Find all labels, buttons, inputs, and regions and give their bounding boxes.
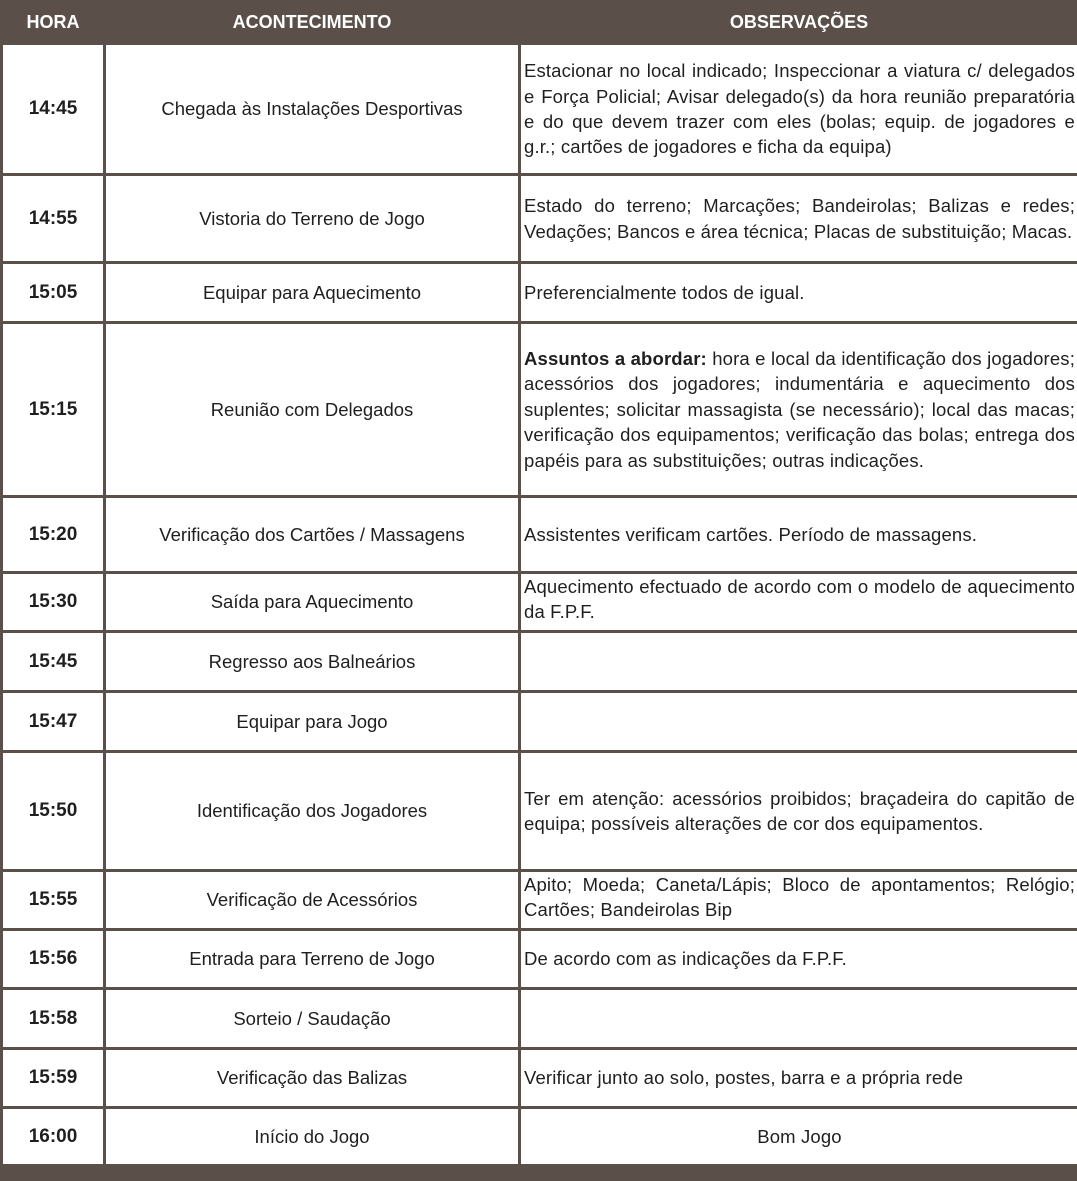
table-row <box>3 931 1077 987</box>
row-observacoes <box>521 324 1077 495</box>
header-observacoes: OBSERVAÇÕES <box>521 3 1077 42</box>
observacoes-text: hora e local da identificação dos jogadores; acessórios dos jogadores; indumentária e aquecimento dos suplentes; solicitar massagista (se necessário); local das macas; verificação dos equipamentos; verificação das bolas; entrega dos papéis para as substituições; outras indicações. <box>524 347 1075 471</box>
row-acontecimento: Identificação dos Jogadores <box>106 753 518 869</box>
table-row <box>3 574 1077 630</box>
row-acontecimento: Verificação dos Cartões / Massagens <box>106 498 518 571</box>
row-acontecimento: Reunião com Delegados <box>106 324 518 495</box>
table-row <box>3 264 1077 321</box>
row-observacoes: Aquecimento efectuado de acordo com o modelo de aquecimento da F.P.F. <box>521 574 1077 630</box>
row-acontecimento: Equipar para Jogo <box>106 693 518 750</box>
row-hora: 15:15 <box>3 324 103 495</box>
table-row <box>3 176 1077 261</box>
row-acontecimento: Verificação de Acessórios <box>106 872 518 928</box>
row-observacoes <box>521 633 1077 690</box>
row-hora: 15:30 <box>3 574 103 630</box>
row-hora: 15:50 <box>3 753 103 869</box>
row-acontecimento: Saída para Aquecimento <box>106 574 518 630</box>
row-observacoes: Ter em atenção: acessórios proibidos; braçadeira do capitão de equipa; possíveis alterações de cor dos equipamentos. <box>521 753 1077 869</box>
row-acontecimento: Vistoria do Terreno de Jogo <box>106 176 518 261</box>
row-hora: 15:58 <box>3 990 103 1047</box>
row-hora: 15:20 <box>3 498 103 571</box>
row-observacoes <box>521 693 1077 750</box>
table-row <box>3 872 1077 928</box>
row-observacoes: Estacionar no local indicado; Inspeccionar a viatura c/ delegados e Força Policial; Avisar delegado(s) da hora reunião preparatória e do que devem trazer com eles (bolas; equip. de jogadores e g.r.; cartões de jogadores e ficha da equipa) <box>521 45 1077 173</box>
table-row <box>3 990 1077 1047</box>
row-hora: 14:55 <box>3 176 103 261</box>
row-hora: 15:55 <box>3 872 103 928</box>
row-observacoes: Apito; Moeda; Caneta/Lápis; Bloco de apontamentos; Relógio; Cartões; Bandeirolas Bip <box>521 872 1077 928</box>
header-row <box>3 3 1077 42</box>
table-row <box>3 498 1077 571</box>
row-observacoes: Bom Jogo <box>521 1109 1077 1164</box>
table-row <box>3 693 1077 750</box>
row-acontecimento: Início do Jogo <box>106 1109 518 1164</box>
row-acontecimento: Regresso aos Balneários <box>106 633 518 690</box>
header-hora: HORA <box>3 3 103 42</box>
row-observacoes: Verificar junto ao solo, postes, barra e a própria rede <box>521 1050 1077 1106</box>
row-hora: 15:45 <box>3 633 103 690</box>
row-observacoes: Assistentes verificam cartões. Período de massagens. <box>521 498 1077 571</box>
row-observacoes: De acordo com as indicações da F.P.F. <box>521 931 1077 987</box>
table-row <box>3 753 1077 869</box>
row-acontecimento: Sorteio / Saudação <box>106 990 518 1047</box>
row-hora: 15:59 <box>3 1050 103 1106</box>
row-observacoes: Preferencialmente todos de igual. <box>521 264 1077 321</box>
row-hora: 16:00 <box>3 1109 103 1164</box>
row-acontecimento: Entrada para Terreno de Jogo <box>106 931 518 987</box>
row-hora: 15:47 <box>3 693 103 750</box>
row-hora: 14:45 <box>3 45 103 173</box>
row-acontecimento: Equipar para Aquecimento <box>106 264 518 321</box>
row-hora: 15:05 <box>3 264 103 321</box>
table-row <box>3 45 1077 173</box>
row-hora: 15:56 <box>3 931 103 987</box>
row-observacoes <box>521 990 1077 1047</box>
table-row <box>3 1050 1077 1106</box>
row-acontecimento: Verificação das Balizas <box>106 1050 518 1106</box>
table-row <box>3 633 1077 690</box>
table-row <box>3 1109 1077 1164</box>
row-observacoes: Estado do terreno; Marcações; Bandeirolas; Balizas e redes; Vedações; Bancos e área técnica; Placas de substituição; Macas. <box>521 176 1077 261</box>
table-row <box>3 324 1077 495</box>
observacoes-lead: Assuntos a abordar: <box>524 347 707 369</box>
row-acontecimento: Chegada às Instalações Desportivas <box>106 45 518 173</box>
header-acontecimento: ACONTECIMENTO <box>106 3 518 42</box>
